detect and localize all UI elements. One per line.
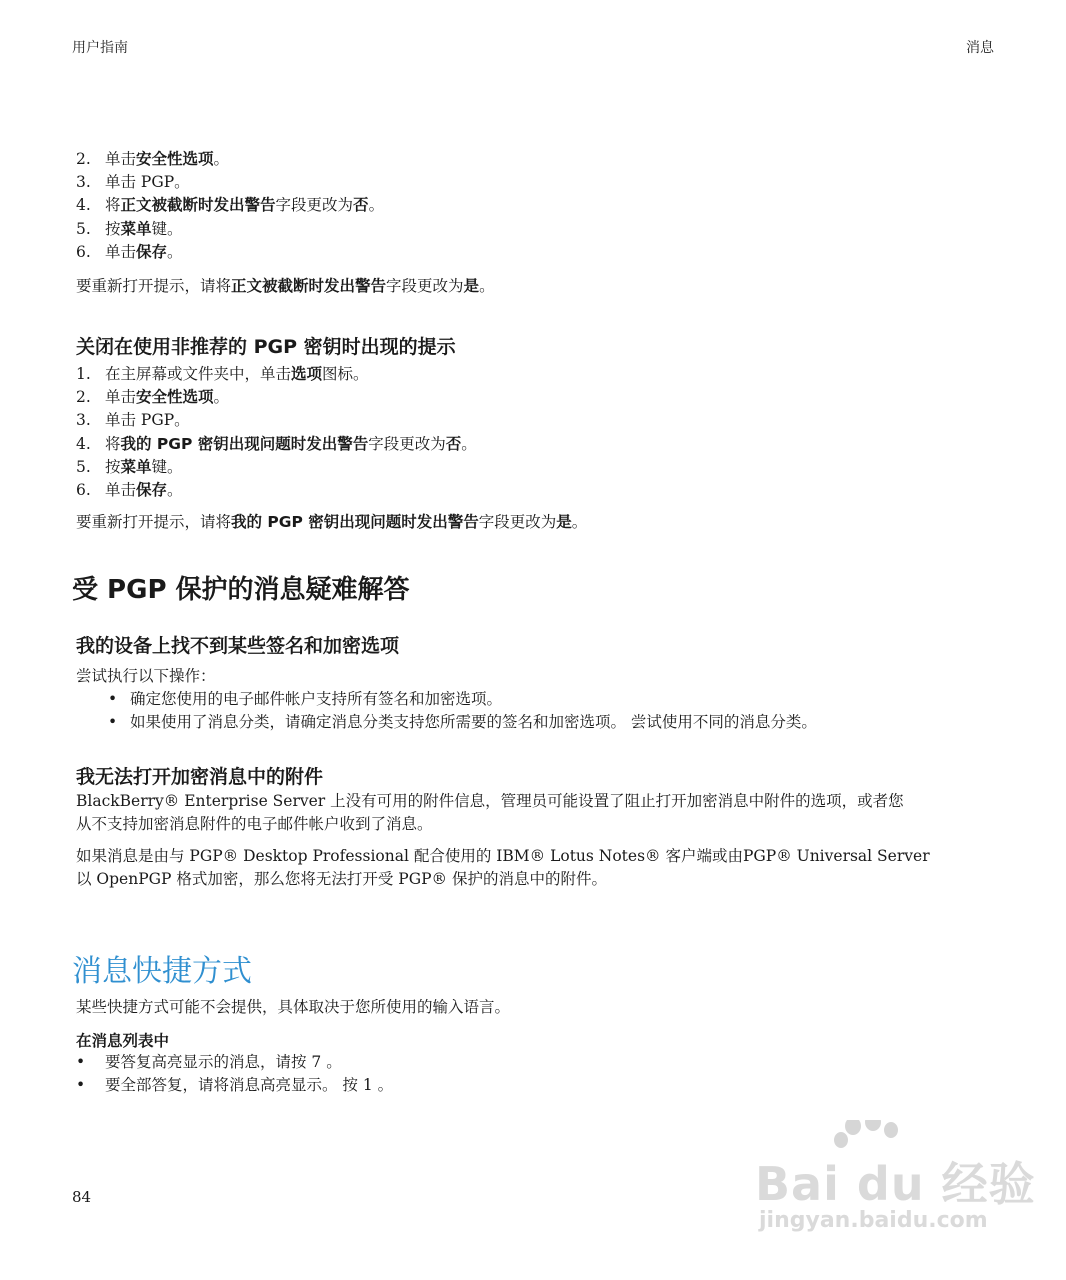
header-right: 消息 (966, 40, 994, 56)
list-item: 3. 单击 PGP。 (76, 411, 190, 430)
list-item: • 要全部答复，请将消息高亮显示。 按 1 。 (76, 1076, 394, 1094)
page-number: 84 (72, 1188, 92, 1206)
list-item: 2. 单击安全性选项。 (76, 150, 230, 168)
baidu-watermark (755, 1120, 1036, 1240)
list-item: • 如果使用了消息分类，请确定消息分类支持您所需要的签名和加密选项。 尝试使用不同的消息分类。 (108, 713, 817, 731)
section1-note: 要重新打开提示，请将正文被截断时发出警告字段更改为是。 (76, 277, 495, 295)
sub2-para2-line2: 以 OpenPGP 格式加密，那么您将无法打开受 PGP® 保护的消息中的附件。 (76, 870, 607, 888)
list-item: 6. 单击保存。 (76, 242, 183, 261)
list-item: 2. 单击安全性选项。 (76, 388, 230, 407)
shortcuts-intro: 某些快捷方式可能不会提供，具体取决于您所使用的输入语言。 (76, 998, 511, 1016)
sub2-para1-line2: 从不支持加密消息附件的电子邮件帐户收到了消息。 (76, 815, 433, 833)
sub2-para2-line1: 如果消息是由与 PGP® Desktop Professional 配合使用的 IBM® Lotus Notes® 客户端或由PGP® Universal Server (76, 847, 930, 865)
troubleshoot-heading: 受 PGP 保护的消息疑难解答 (72, 575, 410, 605)
sub1-bullets (108, 688, 817, 734)
section2-heading: 关闭在使用非推荐的 PGP 密钥时出现的提示 (76, 336, 456, 358)
list-item: 4. 将我的 PGP 密钥出现问题时发出警告字段更改为否。 (76, 434, 477, 453)
watermark-url: jingyan.baidu.com (759, 1208, 988, 1233)
sub1-heading: 我的设备上找不到某些签名和加密选项 (76, 635, 400, 657)
shortcuts-heading: 消息快捷方式 (72, 954, 252, 989)
list-item: • 确定您使用的电子邮件帐户支持所有签名和加密选项。 (108, 690, 503, 708)
list-item: 5. 按菜单键。 (76, 219, 183, 238)
header-left: 用户指南 (72, 40, 128, 56)
shortcuts-subheading: 在消息列表中 (76, 1032, 170, 1050)
watermark-brand: Bai du 经验 (755, 1157, 1036, 1211)
list-item: 1. 在主屏幕或文件夹中，单击选项图标。 (76, 365, 369, 383)
list-item: 5. 按菜单键。 (76, 457, 183, 476)
sub2-para1-line1: BlackBerry® Enterprise Server 上没有可用的附件信息，管理员可能设置了阻止打开加密消息中附件的选项，或者您 (76, 792, 904, 810)
section1-steps (76, 148, 384, 264)
section2-steps (76, 363, 477, 502)
list-item: • 要答复高亮显示的消息，请按 7 。 (76, 1053, 342, 1071)
section2-note: 要重新打开提示，请将我的 PGP 密钥出现问题时发出警告字段更改为是。 (76, 513, 588, 531)
list-item: 4. 将正文被截断时发出警告字段更改为否。 (76, 196, 385, 215)
shortcuts-bullets (76, 1051, 393, 1097)
sub1-intro: 尝试执行以下操作： (76, 667, 216, 685)
list-item: 6. 单击保存。 (76, 481, 183, 500)
sub2-heading: 我无法打开加密消息中的附件 (76, 766, 324, 788)
list-item: 3. 单击 PGP。 (76, 173, 190, 192)
